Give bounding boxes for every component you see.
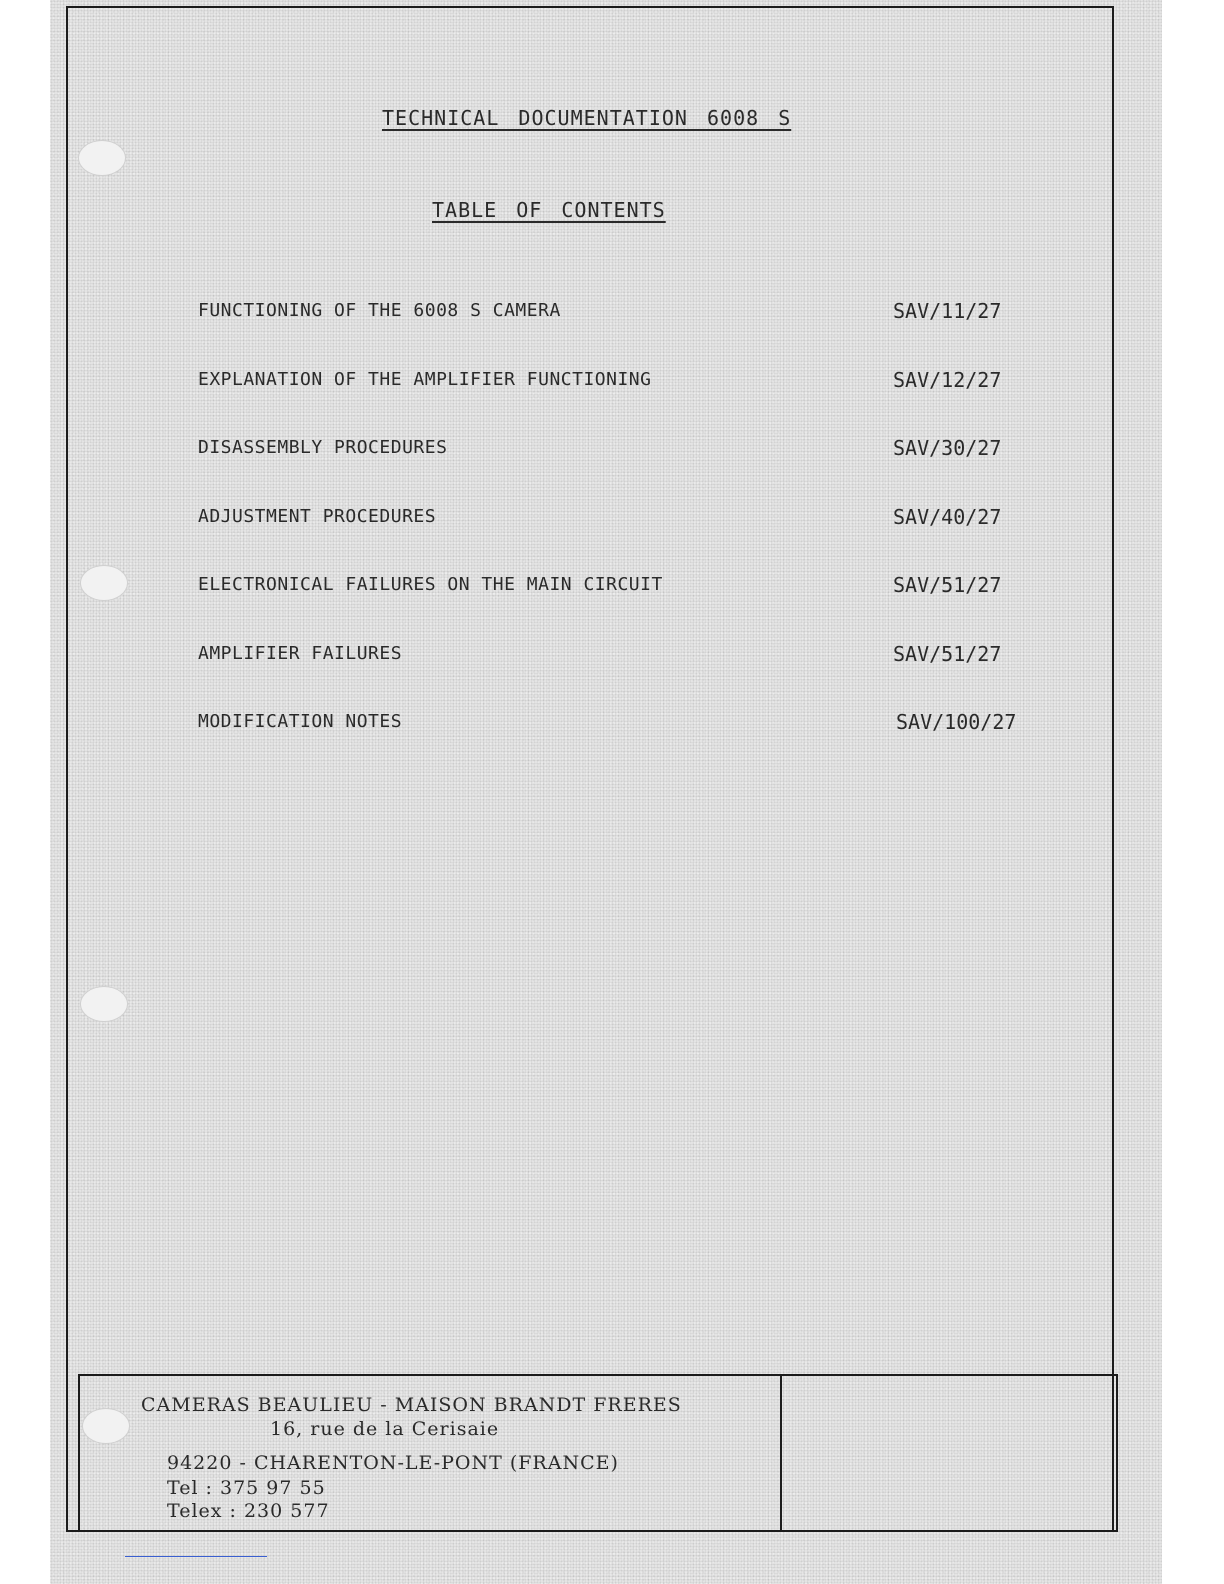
toc-entry-ref: SAV/11/27 [893,299,1002,323]
toc-entry-ref: SAV/40/27 [893,505,1002,529]
toc-entry-label: MODIFICATION NOTES [198,711,403,732]
toc-entry-ref: SAV/30/27 [893,436,1002,460]
toc-entry-ref: SAV/12/27 [893,368,1002,392]
toc-entry-ref: SAV/51/27 [893,573,1002,597]
city-address: 94220 - CHARENTON-LE-PONT (FRANCE) [167,1452,619,1474]
toc-entry-label: ADJUSTMENT PROCEDURES [198,506,437,527]
toc-entry-label: AMPLIFIER FAILURES [198,643,403,664]
document-title: TECHNICAL DOCUMENTATION 6008 S [382,106,792,130]
blue-rule [125,1556,267,1557]
telephone: Tel : 375 97 55 [167,1477,326,1499]
page-border [66,6,1114,1532]
toc-entry-label: FUNCTIONING OF THE 6008 S CAMERA [198,300,561,321]
toc-entry-label: EXPLANATION OF THE AMPLIFIER FUNCTIONING [198,369,652,390]
toc-heading: TABLE OF CONTENTS [432,198,666,222]
company-name: CAMERAS BEAULIEU - MAISON BRANDT FRERES [141,1394,682,1416]
footer-divider [780,1376,782,1532]
toc-entry-label: DISASSEMBLY PROCEDURES [198,437,448,458]
telex: Telex : 230 577 [167,1500,330,1522]
street-address: 16, rue de la Cerisaie [270,1418,500,1440]
toc-entry-ref: SAV/100/27 [896,710,1017,734]
toc-entry-ref: SAV/51/27 [893,642,1002,666]
toc-entry-label: ELECTRONICAL FAILURES ON THE MAIN CIRCUIT [198,574,663,595]
